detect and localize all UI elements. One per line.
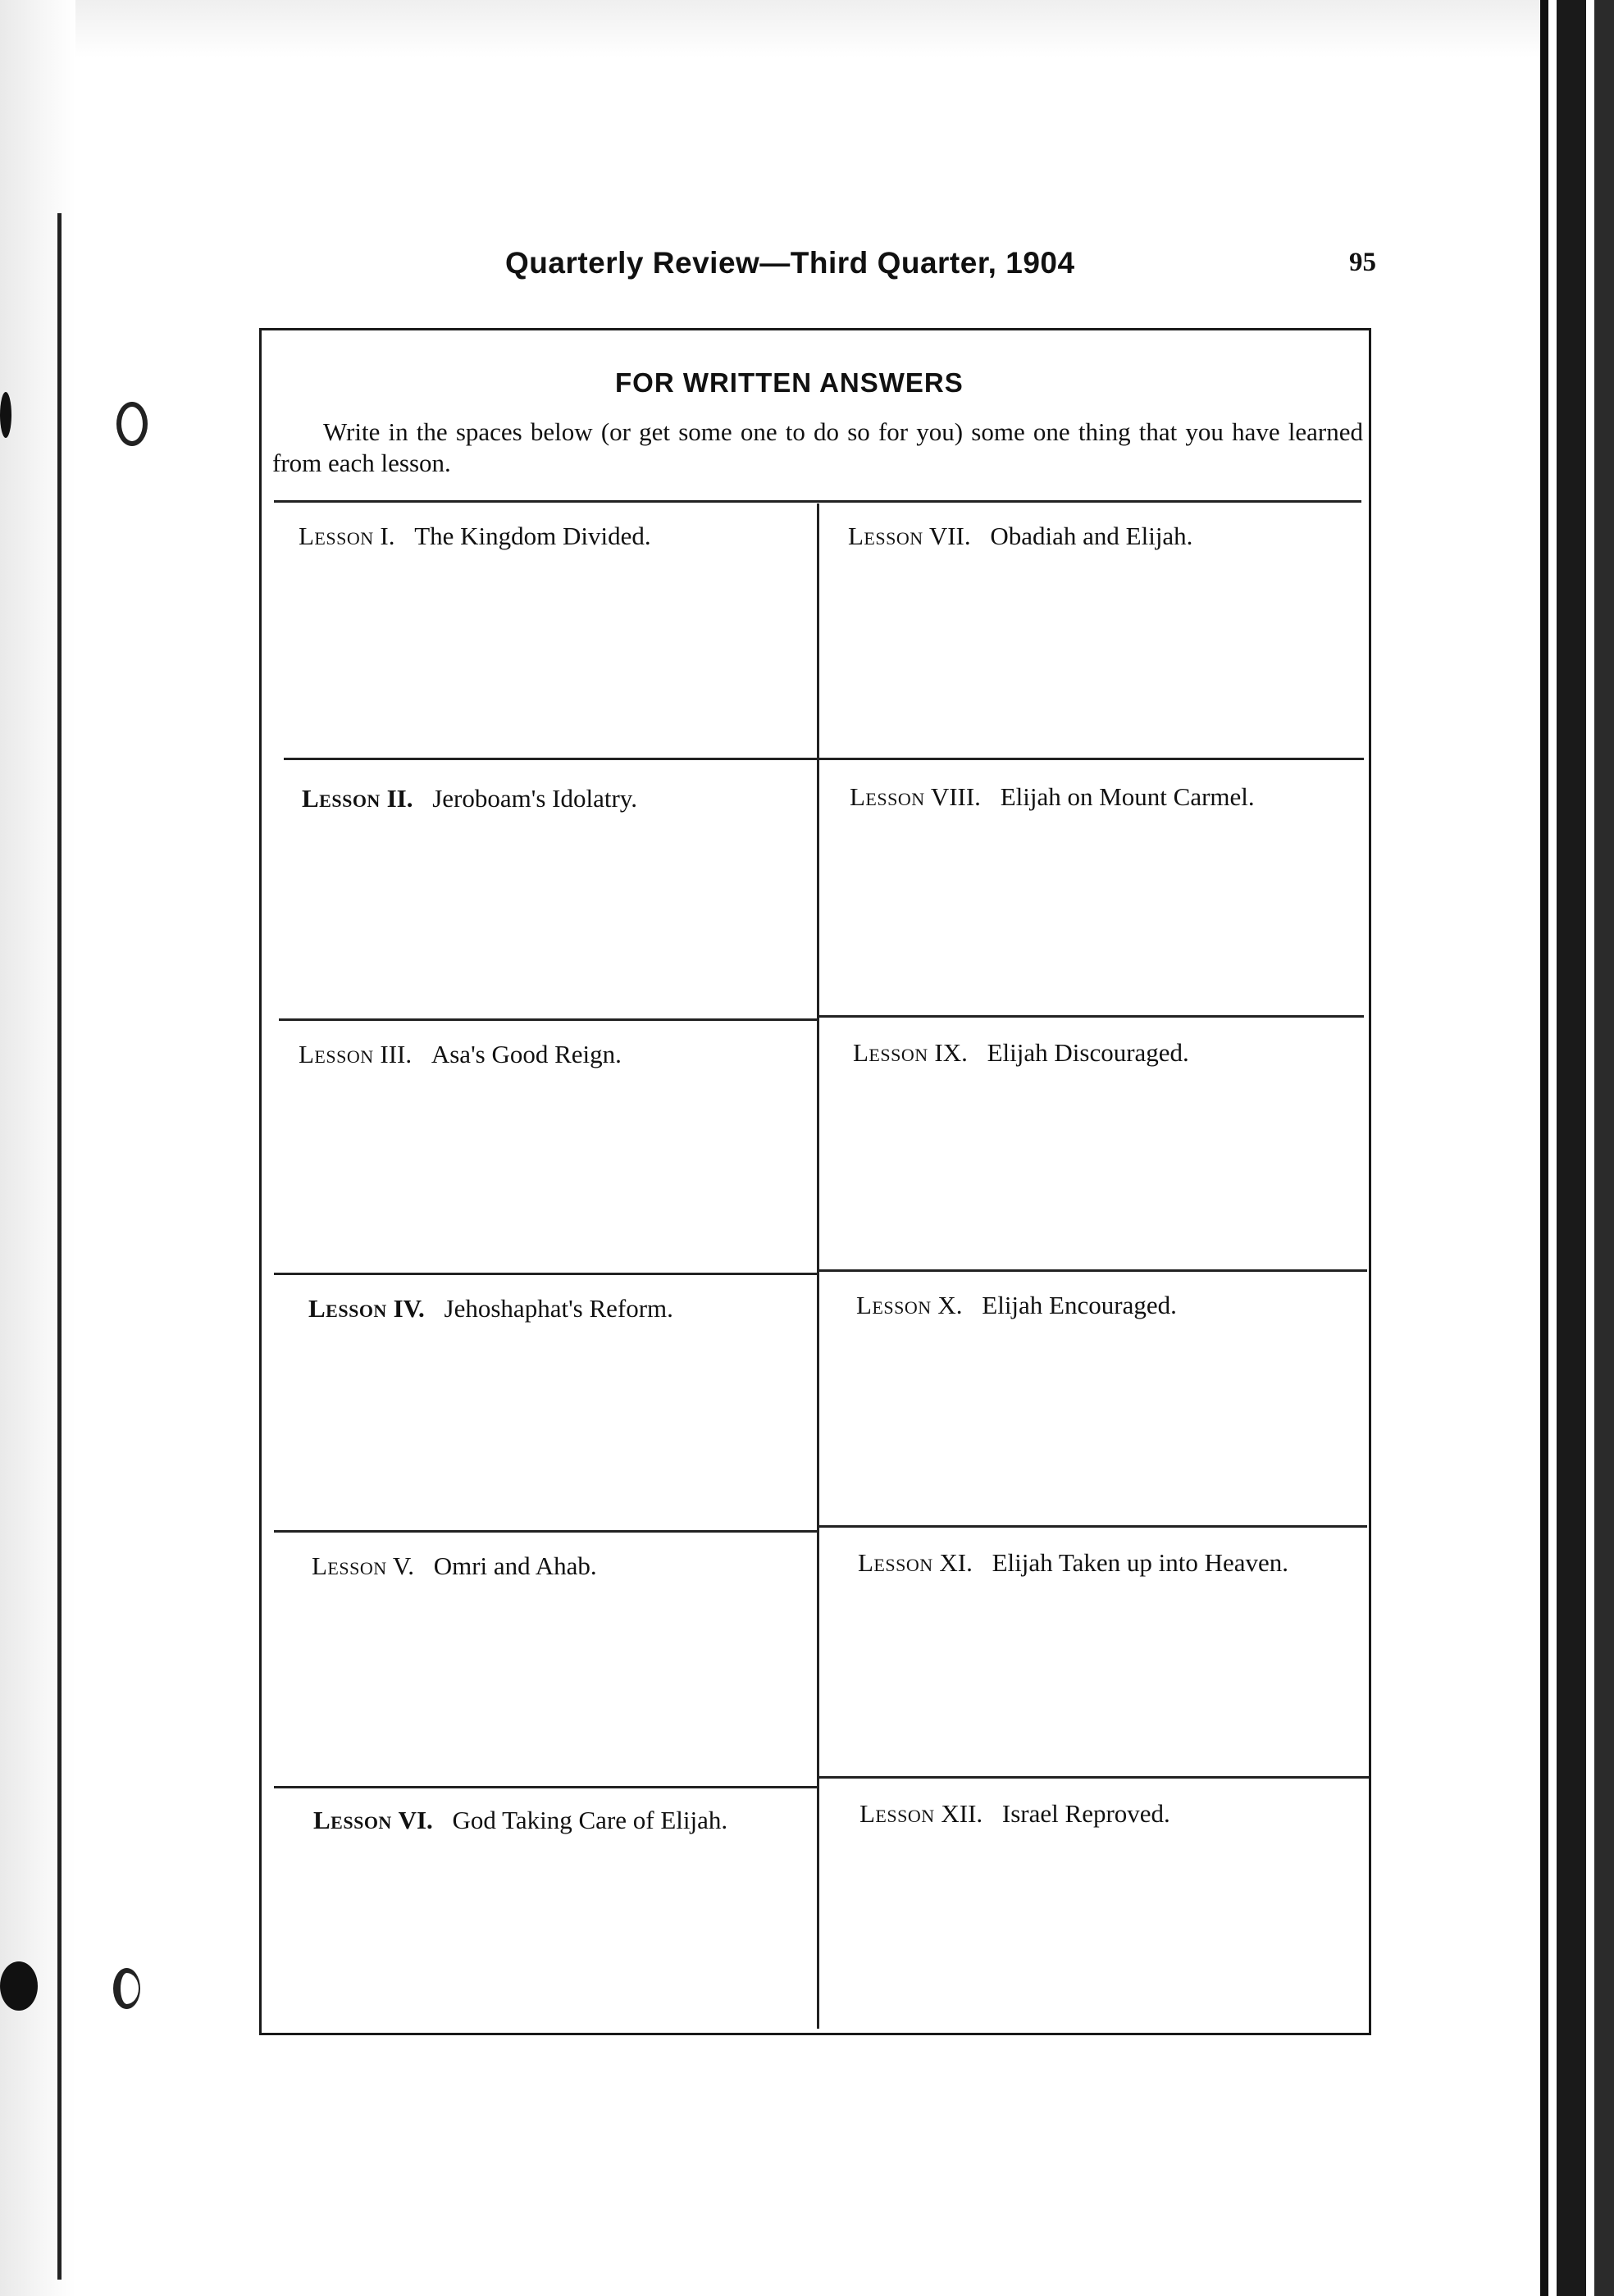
lesson-title: Elijah on Mount Carmel. (1000, 782, 1255, 811)
lesson-title: Asa's Good Reign. (431, 1040, 622, 1068)
right-page-edge (1594, 0, 1614, 2296)
lesson-label (308, 1294, 673, 1323)
lesson-word: Lesson (302, 784, 381, 813)
lesson-word: Lesson (312, 1551, 387, 1580)
lesson-number: XI. (939, 1548, 973, 1577)
lesson-number: I. (380, 522, 395, 550)
row-divider (819, 758, 1364, 760)
lesson-title: The Kingdom Divided. (414, 522, 651, 550)
lesson-number: VIII. (930, 782, 981, 811)
row-divider (274, 1786, 817, 1788)
lesson-word: Lesson (856, 1291, 932, 1319)
lesson-title: Obadiah and Elijah. (990, 522, 1193, 550)
row-divider (279, 1018, 817, 1021)
lesson-word: Lesson (853, 1038, 928, 1067)
heading-rule (274, 500, 1361, 503)
page-number: 95 (1349, 248, 1376, 277)
form-instructions: Write in the spaces below (or get some one to do so for you) some one thing that you have learned from each lesson. (272, 417, 1363, 477)
lesson-word: Lesson (313, 1806, 392, 1834)
lesson-title: Elijah Taken up into Heaven. (992, 1548, 1288, 1577)
lesson-label (302, 784, 637, 813)
punch-hole (113, 1968, 140, 2009)
right-page-edge (1557, 0, 1586, 2296)
lesson-number: VII. (928, 522, 971, 550)
lesson-label (850, 782, 1255, 812)
lesson-label (859, 1799, 1170, 1829)
lesson-title: Elijah Discouraged. (987, 1038, 1189, 1067)
lesson-label (858, 1548, 1288, 1578)
lesson-title: Elijah Encouraged. (982, 1291, 1177, 1319)
lesson-word: Lesson (299, 522, 374, 550)
lesson-label (856, 1291, 1177, 1320)
lesson-number: III. (380, 1040, 413, 1068)
top-shadow (75, 0, 1540, 57)
lesson-label (299, 1040, 622, 1069)
form-heading: FOR WRITTEN ANSWERS (615, 367, 964, 398)
lesson-number: XII. (941, 1799, 983, 1828)
lesson-title: Jeroboam's Idolatry. (432, 784, 638, 813)
lesson-word: Lesson (858, 1548, 933, 1577)
lesson-number: X. (937, 1291, 963, 1319)
page-gutter (0, 0, 75, 2296)
right-page-edge (1540, 0, 1548, 2296)
column-divider (817, 503, 819, 2029)
punch-hole (116, 402, 148, 446)
lesson-label (853, 1038, 1189, 1068)
lesson-number: IV. (393, 1294, 425, 1323)
lesson-word: Lesson (859, 1799, 935, 1828)
lesson-label (313, 1806, 727, 1835)
row-divider (819, 1015, 1364, 1018)
lesson-title: God Taking Care of Elijah. (452, 1806, 728, 1834)
lesson-number: V. (392, 1551, 414, 1580)
punch-hole-shadow (0, 1961, 38, 2011)
row-divider (819, 1269, 1367, 1272)
row-divider (274, 1530, 817, 1533)
lesson-title: Israel Reproved. (1001, 1799, 1170, 1828)
lesson-word: Lesson (850, 782, 925, 811)
row-divider (284, 758, 817, 760)
lesson-word: Lesson (848, 522, 923, 550)
lesson-number: II. (386, 784, 413, 813)
binding-edge (57, 213, 62, 2280)
running-head: Quarterly Review—Third Quarter, 1904 (505, 246, 1075, 280)
lesson-label (848, 522, 1192, 551)
written-answers-box (259, 328, 1371, 2035)
lesson-number: VI. (398, 1806, 433, 1834)
lesson-title: Jehoshaphat's Reform. (444, 1294, 673, 1323)
lesson-label (312, 1551, 597, 1581)
lesson-word: Lesson (299, 1040, 374, 1068)
lesson-label (299, 522, 651, 551)
lesson-number: IX. (934, 1038, 968, 1067)
row-divider (819, 1776, 1369, 1779)
lesson-word: Lesson (308, 1294, 387, 1323)
row-divider (819, 1525, 1367, 1528)
row-divider (274, 1273, 817, 1275)
punch-hole-shadow (0, 392, 11, 438)
lesson-title: Omri and Ahab. (433, 1551, 597, 1580)
